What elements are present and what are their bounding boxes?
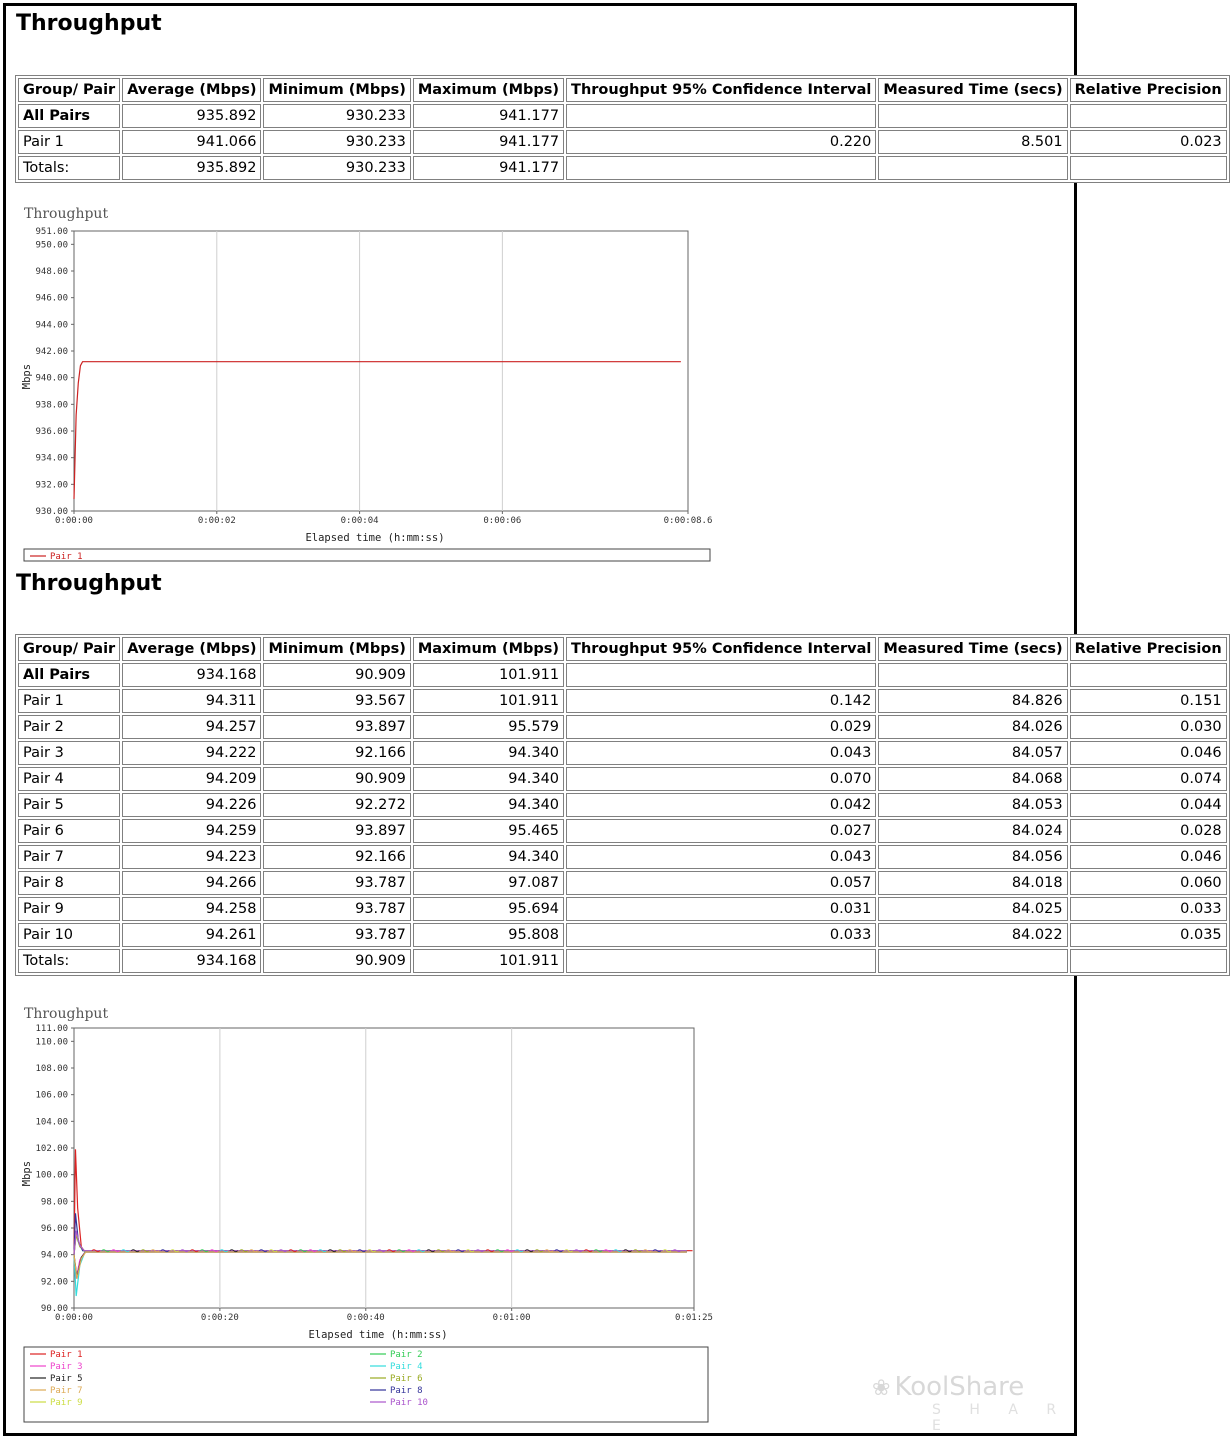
y-tick-label: 944.00 (35, 320, 68, 331)
legend-label: Pair 4 (390, 1362, 423, 1372)
value-cell: 92.272 (263, 793, 410, 817)
value-cell: 90.909 (263, 663, 410, 687)
value-cell: 0.033 (1070, 897, 1227, 921)
y-tick-label: 946.00 (35, 293, 68, 304)
value-cell: 930.233 (263, 130, 410, 154)
legend-label: Pair 1 (50, 1350, 83, 1360)
legend-label: Pair 3 (50, 1362, 83, 1372)
value-cell: 94.340 (413, 767, 564, 791)
table-header-row (18, 78, 1227, 102)
plot-area (74, 1028, 694, 1308)
value-cell: 93.787 (263, 871, 410, 895)
column-header: Group/ Pair (18, 78, 120, 102)
value-cell: 101.911 (413, 949, 564, 973)
plot-area (74, 231, 688, 511)
value-cell: 934.168 (122, 663, 261, 687)
x-tick-label: 0:00:20 (200, 1313, 239, 1323)
value-cell: 0.030 (1070, 715, 1227, 739)
x-tick-label: 0:00:04 (340, 516, 379, 526)
koolshare-watermark (872, 1372, 1080, 1434)
column-header: Minimum (Mbps) (263, 637, 410, 661)
y-tick-label: 948.00 (35, 267, 68, 277)
value-cell: 94.226 (122, 793, 261, 817)
value-cell: 101.911 (413, 689, 564, 713)
y-tick-label: 950.00 (35, 240, 68, 251)
column-header: Measured Time (secs) (878, 78, 1067, 102)
table-row (18, 923, 1227, 947)
y-tick-label: 936.00 (35, 427, 68, 437)
x-tick-label: 0:00:08.6 (663, 516, 713, 526)
table-row (18, 871, 1227, 895)
value-cell (878, 949, 1067, 973)
value-cell: 941.177 (413, 130, 564, 154)
value-cell: 93.787 (263, 923, 410, 947)
value-cell: 84.018 (878, 871, 1067, 895)
value-cell: 0.074 (1070, 767, 1227, 791)
value-cell: 941.177 (413, 104, 564, 128)
throughput-table-2 (15, 634, 1230, 976)
x-tick-label: 0:00:00 (55, 516, 93, 526)
value-cell: 92.166 (263, 845, 410, 869)
legend-label: Pair 10 (390, 1398, 428, 1408)
value-cell: 84.053 (878, 793, 1067, 817)
row-label-cell: All Pairs (18, 663, 120, 687)
table-row (18, 715, 1227, 739)
value-cell: 94.259 (122, 819, 261, 843)
row-label-cell: Totals: (18, 156, 120, 180)
y-axis-label: Mbps (21, 363, 33, 390)
section-title-1: Throughput (16, 11, 162, 36)
x-tick-label: 0:01:25 (675, 1313, 713, 1323)
y-tick-label: 942.00 (35, 347, 68, 357)
column-header: Relative Precision (1070, 78, 1227, 102)
legend-label: Pair 1 (50, 552, 83, 562)
wechat-icon: ❀ (872, 1376, 891, 1401)
legend-label: Pair 5 (50, 1374, 83, 1384)
x-tick-label: 0:00:06 (483, 516, 522, 526)
value-cell (1070, 949, 1227, 973)
table-row (18, 104, 1227, 128)
value-cell: 93.787 (263, 897, 410, 921)
value-cell: 0.043 (566, 845, 876, 869)
column-header: Maximum (Mbps) (413, 78, 564, 102)
y-tick-label: 932.00 (35, 480, 68, 491)
value-cell: 0.046 (1070, 741, 1227, 765)
value-cell: 95.579 (413, 715, 564, 739)
value-cell: 94.340 (413, 845, 564, 869)
value-cell: 94.311 (122, 689, 261, 713)
row-label-cell: Pair 5 (18, 793, 120, 817)
y-tick-label: 934.00 (35, 453, 68, 464)
value-cell: 94.257 (122, 715, 261, 739)
value-cell (566, 156, 876, 180)
row-label-cell: Pair 4 (18, 767, 120, 791)
x-tick-label: 0:00:40 (346, 1313, 385, 1323)
table-row (18, 949, 1227, 973)
value-cell: 93.897 (263, 819, 410, 843)
value-cell: 0.070 (566, 767, 876, 791)
table-row (18, 663, 1227, 687)
table-row (18, 130, 1227, 154)
value-cell: 94.261 (122, 923, 261, 947)
value-cell: 0.151 (1070, 689, 1227, 713)
value-cell (1070, 104, 1227, 128)
value-cell: 84.026 (878, 715, 1067, 739)
value-cell: 0.060 (1070, 871, 1227, 895)
column-header: Relative Precision (1070, 637, 1227, 661)
legend-box (24, 1347, 708, 1422)
y-tick-label: 938.00 (35, 400, 68, 411)
value-cell: 0.043 (566, 741, 876, 765)
value-cell: 94.266 (122, 871, 261, 895)
y-tick-label: 111.00 (35, 1024, 68, 1034)
value-cell: 0.220 (566, 130, 876, 154)
value-cell: 84.025 (878, 897, 1067, 921)
throughput-table-1 (15, 75, 1230, 183)
value-cell: 94.222 (122, 741, 261, 765)
y-tick-label: 951.00 (35, 227, 68, 237)
column-header: Average (Mbps) (122, 637, 261, 661)
value-cell: 84.057 (878, 741, 1067, 765)
value-cell: 935.892 (122, 156, 261, 180)
value-cell (566, 104, 876, 128)
y-tick-label: 106.00 (35, 1090, 68, 1101)
legend-label: Pair 8 (390, 1386, 423, 1396)
value-cell: 0.033 (566, 923, 876, 947)
value-cell: 0.046 (1070, 845, 1227, 869)
value-cell: 8.501 (878, 130, 1067, 154)
value-cell: 84.068 (878, 767, 1067, 791)
y-axis-label: Mbps (21, 1160, 33, 1187)
legend-label: Pair 2 (390, 1350, 423, 1360)
table-row (18, 897, 1227, 921)
value-cell (566, 949, 876, 973)
value-cell: 0.057 (566, 871, 876, 895)
legend-label: Pair 7 (50, 1386, 83, 1396)
table-row (18, 689, 1227, 713)
value-cell: 95.808 (413, 923, 564, 947)
row-label-cell: Pair 1 (18, 130, 120, 154)
value-cell (1070, 663, 1227, 687)
table-row (18, 156, 1227, 180)
value-cell: 0.023 (1070, 130, 1227, 154)
value-cell: 92.166 (263, 741, 410, 765)
column-header: Group/ Pair (18, 637, 120, 661)
column-header: Minimum (Mbps) (263, 78, 410, 102)
table-header-row (18, 637, 1227, 661)
value-cell: 101.911 (413, 663, 564, 687)
value-cell: 0.042 (566, 793, 876, 817)
column-header: Maximum (Mbps) (413, 637, 564, 661)
y-tick-label: 108.00 (35, 1064, 68, 1074)
y-tick-label: 90.00 (40, 1304, 68, 1314)
value-cell: 0.027 (566, 819, 876, 843)
row-label-cell: All Pairs (18, 104, 120, 128)
chart-title: Throughput (24, 1006, 109, 1022)
section-title-2: Throughput (16, 571, 162, 596)
value-cell: 95.465 (413, 819, 564, 843)
value-cell: 94.258 (122, 897, 261, 921)
value-cell: 94.340 (413, 741, 564, 765)
column-header: Throughput 95% Confidence Interval (566, 637, 876, 661)
value-cell: 930.233 (263, 104, 410, 128)
legend-label: Pair 9 (50, 1398, 83, 1408)
table-row (18, 819, 1227, 843)
value-cell: 84.024 (878, 819, 1067, 843)
x-tick-label: 0:01:00 (492, 1313, 531, 1323)
column-header: Throughput 95% Confidence Interval (566, 78, 876, 102)
y-tick-label: 110.00 (35, 1037, 68, 1048)
row-label-cell: Pair 8 (18, 871, 120, 895)
column-header: Measured Time (secs) (878, 637, 1067, 661)
y-tick-label: 100.00 (35, 1170, 68, 1181)
table-row (18, 767, 1227, 791)
value-cell: 934.168 (122, 949, 261, 973)
value-cell: 0.142 (566, 689, 876, 713)
value-cell: 93.567 (263, 689, 410, 713)
column-header: Average (Mbps) (122, 78, 261, 102)
row-label-cell: Pair 1 (18, 689, 120, 713)
value-cell: 90.909 (263, 949, 410, 973)
y-tick-label: 102.00 (35, 1144, 68, 1154)
y-tick-label: 104.00 (35, 1117, 68, 1128)
y-tick-label: 98.00 (40, 1197, 68, 1208)
row-label-cell: Pair 10 (18, 923, 120, 947)
table-row (18, 793, 1227, 817)
value-cell: 94.340 (413, 793, 564, 817)
value-cell: 930.233 (263, 156, 410, 180)
value-cell (1070, 156, 1227, 180)
value-cell: 84.826 (878, 689, 1067, 713)
table-row (18, 845, 1227, 869)
value-cell (878, 104, 1067, 128)
throughput-chart-2 (16, 1000, 716, 1425)
value-cell: 941.177 (413, 156, 564, 180)
y-tick-label: 96.00 (40, 1224, 68, 1234)
value-cell (878, 156, 1067, 180)
watermark-text: KoolShare (894, 1372, 1025, 1402)
value-cell: 93.897 (263, 715, 410, 739)
value-cell: 94.223 (122, 845, 261, 869)
value-cell: 94.209 (122, 767, 261, 791)
value-cell: 0.028 (1070, 819, 1227, 843)
row-label-cell: Pair 7 (18, 845, 120, 869)
row-label-cell: Totals: (18, 949, 120, 973)
row-label-cell: Pair 9 (18, 897, 120, 921)
x-axis-label: Elapsed time (h:mm:ss) (308, 1329, 448, 1341)
y-tick-label: 930.00 (35, 507, 68, 517)
value-cell: 935.892 (122, 104, 261, 128)
y-tick-label: 92.00 (40, 1277, 68, 1288)
value-cell (566, 663, 876, 687)
throughput-chart-1 (16, 200, 716, 568)
value-cell: 97.087 (413, 871, 564, 895)
chart-title: Throughput (24, 206, 109, 222)
value-cell: 95.694 (413, 897, 564, 921)
value-cell: 0.031 (566, 897, 876, 921)
value-cell: 84.022 (878, 923, 1067, 947)
y-tick-label: 94.00 (40, 1250, 68, 1261)
x-axis-label: Elapsed time (h:mm:ss) (305, 532, 445, 544)
x-tick-label: 0:00:00 (55, 1313, 93, 1323)
value-cell: 84.056 (878, 845, 1067, 869)
table-row (18, 741, 1227, 765)
watermark-sub: S H A R E (932, 1402, 1069, 1434)
y-tick-label: 940.00 (35, 373, 68, 384)
row-label-cell: Pair 3 (18, 741, 120, 765)
x-tick-label: 0:00:02 (197, 516, 236, 526)
value-cell: 0.035 (1070, 923, 1227, 947)
value-cell: 941.066 (122, 130, 261, 154)
value-cell: 0.029 (566, 715, 876, 739)
row-label-cell: Pair 2 (18, 715, 120, 739)
value-cell (878, 663, 1067, 687)
legend-box (24, 549, 710, 561)
value-cell: 0.044 (1070, 793, 1227, 817)
legend-label: Pair 6 (390, 1374, 423, 1384)
value-cell: 90.909 (263, 767, 410, 791)
row-label-cell: Pair 6 (18, 819, 120, 843)
